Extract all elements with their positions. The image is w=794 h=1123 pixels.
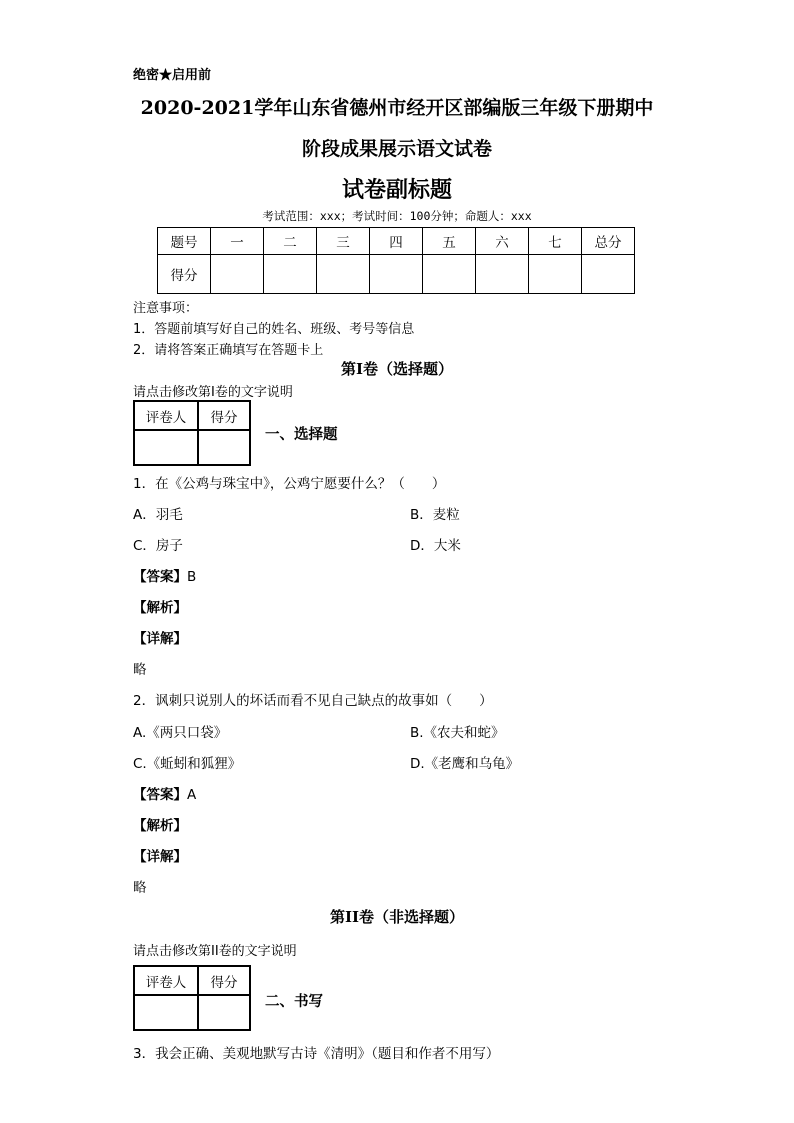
detail-label: 【详解】 [133, 631, 187, 647]
option-c: C.《蚯蚓和狐狸》 [133, 756, 242, 772]
option-d: D.《老鹰和乌龟》 [410, 756, 520, 772]
answer-line [133, 783, 196, 803]
score-table-cell: 得分 [158, 255, 211, 294]
omitted-text: 略 [133, 880, 147, 896]
score-blank-cell[interactable] [423, 255, 476, 294]
analysis-label: 【解析】 [133, 600, 187, 616]
exam-info: 考试范围：xxx；考试时间：100分钟；命题人：xxx [262, 209, 532, 223]
score-table-score-row [158, 255, 635, 294]
score-table-header-row [158, 228, 635, 255]
score-table-cell: 五 [423, 228, 476, 255]
grader-table [133, 400, 251, 466]
notes-item: 2．请将答案正确填写在答题卡上 [133, 343, 324, 358]
grader-blank-cell[interactable] [198, 430, 250, 465]
score-blank-cell[interactable] [317, 255, 370, 294]
grader-score-label: 得分 [198, 401, 250, 430]
option-a: A．羽毛 [133, 507, 183, 523]
grader-label: 评卷人 [134, 966, 198, 995]
option-b: B．麦粒 [410, 507, 460, 523]
option-d: D．大米 [410, 538, 461, 554]
omitted-text: 略 [133, 662, 147, 678]
detail-label: 【详解】 [133, 849, 187, 865]
grader-blank-cell[interactable] [198, 995, 250, 1030]
part2-description[interactable]: 请点击修改第II卷的文字说明 [133, 944, 297, 959]
score-table-cell: 七 [529, 228, 582, 255]
part1-description[interactable]: 请点击修改第I卷的文字说明 [133, 385, 293, 400]
score-table-cell: 二 [264, 228, 317, 255]
option-b: B.《农夫和蛇》 [410, 725, 505, 741]
score-blank-cell[interactable] [476, 255, 529, 294]
section-heading: 二、书写 [265, 993, 323, 1010]
answer-label: 【答案】 [133, 569, 187, 585]
question-text: 3．我会正确、美观地默写古诗《清明》（题目和作者不用写） [133, 1046, 500, 1062]
part2-title: 第II卷（非选择题） [329, 908, 465, 926]
exam-subtitle: 试卷副标题 [341, 177, 452, 203]
exam-title-line2: 阶段成果展示语文试卷 [301, 138, 492, 160]
grader-table [133, 965, 251, 1031]
score-table [157, 227, 635, 294]
score-blank-cell[interactable] [582, 255, 635, 294]
score-table-cell: 三 [317, 228, 370, 255]
answer-value: B [187, 569, 197, 585]
option-c: C．房子 [133, 538, 183, 554]
score-table-cell: 题号 [158, 228, 211, 255]
answer-label: 【答案】 [133, 787, 187, 803]
analysis-label: 【解析】 [133, 818, 187, 834]
notes-title: 注意事项： [133, 301, 199, 316]
score-blank-cell[interactable] [264, 255, 317, 294]
section-heading: 一、选择题 [265, 426, 338, 443]
score-blank-cell[interactable] [211, 255, 264, 294]
option-a: A.《两只口袋》 [133, 725, 228, 741]
confidential-mark: 绝密★启用前 [133, 68, 212, 83]
answer-line [133, 565, 196, 585]
answer-value: A [187, 787, 197, 803]
grader-score-label: 得分 [198, 966, 250, 995]
score-table-cell: 四 [370, 228, 423, 255]
grader-blank-cell[interactable] [134, 995, 198, 1030]
score-table-cell: 总分 [582, 228, 635, 255]
question-text: 2．讽刺只说别人的坏话而看不见自己缺点的故事如（ ） [133, 693, 493, 709]
part1-title: 第I卷（选择题） [340, 360, 454, 378]
score-blank-cell[interactable] [529, 255, 582, 294]
grader-label: 评卷人 [134, 401, 198, 430]
score-table-cell: 一 [211, 228, 264, 255]
question-text: 1．在《公鸡与珠宝中》，公鸡宁愿要什么？（ ） [133, 476, 446, 492]
exam-title-line1: 2020-2021学年山东省德州市经开区部编版三年级下册期中 [140, 97, 654, 119]
score-blank-cell[interactable] [370, 255, 423, 294]
grader-blank-cell[interactable] [134, 430, 198, 465]
notes-item: 1．答题前填写好自己的姓名、班级、考号等信息 [133, 322, 415, 337]
score-table-cell: 六 [476, 228, 529, 255]
